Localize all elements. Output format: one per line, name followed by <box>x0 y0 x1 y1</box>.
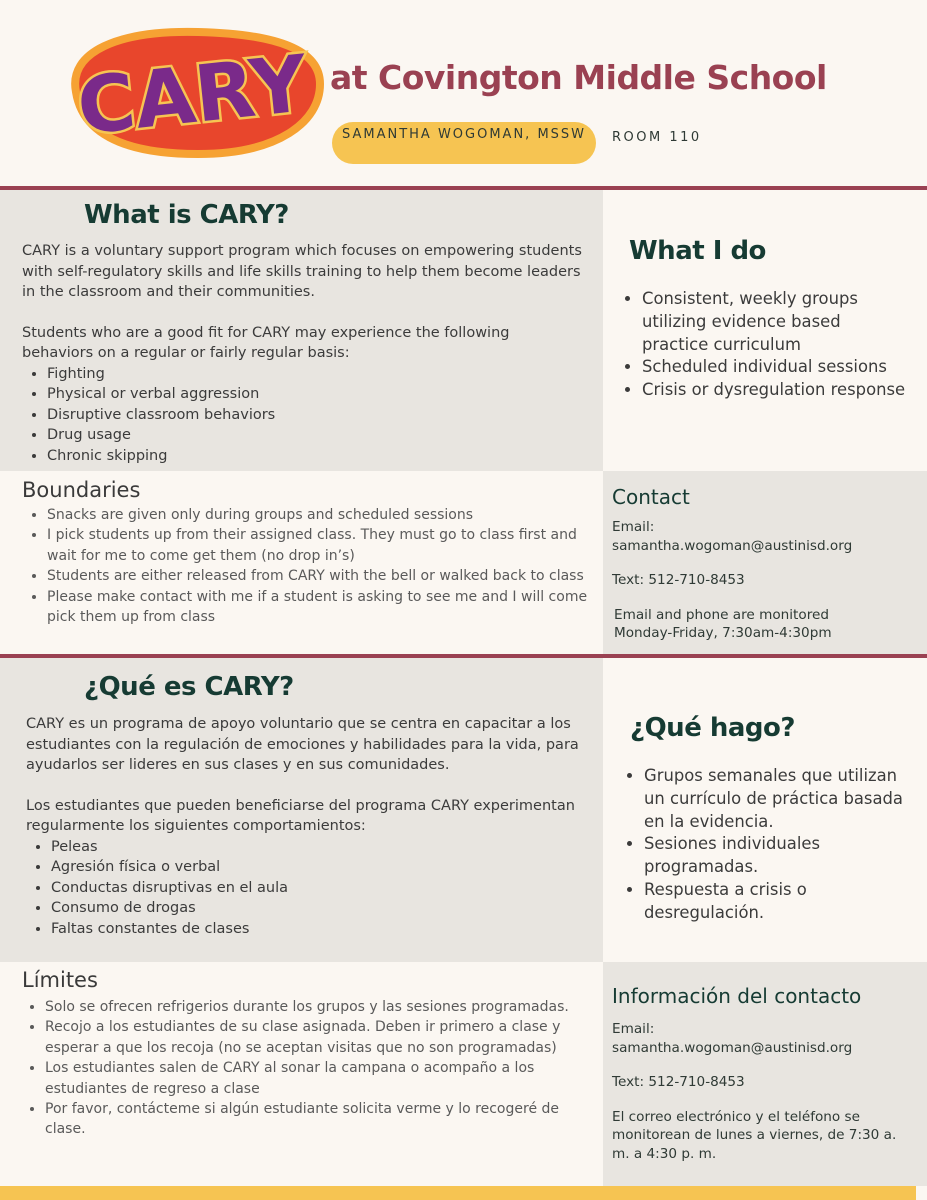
what-i-do-title: What I do <box>629 236 766 266</box>
list-item: • Fighting <box>47 364 582 385</box>
list-item: • Los estudiantes salen de CARY al sonar la campana o acompaño a los estudiantes de regreso a clase <box>45 1058 595 1099</box>
bottom-bar <box>0 1186 916 1200</box>
list-item: • Respuesta a crisis o desregulación. <box>644 879 906 925</box>
what-is-description <box>22 241 582 466</box>
list-item: • Conductas disruptivas en el aula <box>51 878 586 899</box>
list-item: • Consistent, weekly groups utilizing evidence based practice curriculum <box>642 288 907 356</box>
email-label: Email: <box>612 519 655 535</box>
contacto-info <box>612 1020 918 1163</box>
email-address[interactable]: samantha.wogoman@austinisd.org <box>612 537 853 554</box>
list-item: • Drug usage <box>47 425 582 446</box>
list-item: • Recojo a los estudiantes de su clase asignada. Deben ir primero a clase y esperar a que los recoja (no se aceptan visitas que no son programadas) <box>45 1017 595 1058</box>
list-item: • I pick students up from their assigned class. They must go to class first and wait for me to come get them (no drop in’s) <box>47 525 597 566</box>
list-item: • Please make contact with me if a student is asking to see me and I will come pick them up from class <box>47 587 597 628</box>
list-item: • Scheduled individual sessions <box>642 356 907 379</box>
school-title: at Covington Middle School <box>330 58 827 97</box>
logo-text: CARY <box>73 39 312 153</box>
que-hago-title: ¿Qué hago? <box>630 713 795 743</box>
list-item: • Chronic skipping <box>47 446 582 467</box>
list-item: • Students are either released from CARY with the bell or walked back to class <box>47 566 597 586</box>
monitor-hours-2: Monday-Friday, 7:30am-4:30pm <box>614 625 832 641</box>
que-hago-list <box>619 765 906 925</box>
email-label: Email: <box>612 1021 655 1037</box>
list-item: • Solo se ofrecen refrigerios durante los grupos y las sesiones programadas. <box>45 997 595 1017</box>
contact-title: Contact <box>612 485 690 509</box>
list-item: • Consumo de drogas <box>51 898 586 919</box>
monitor-hours: El correo electrónico y el teléfono se monitorean de lunes a viernes, de 7:30 a. m. a 4:30 p. m. <box>612 1108 897 1162</box>
que-es-title: ¿Qué es CARY? <box>84 672 294 702</box>
name-badge: SAMANTHA WOGOMAN, MSSW <box>332 122 596 164</box>
cary-logo <box>58 22 328 162</box>
list-item: • Physical or verbal aggression <box>47 384 582 405</box>
what-is-para2: Students who are a good fit for CARY may experience the following behaviors on a regular or fairly regular basis: <box>22 324 510 361</box>
room-number: ROOM 110 <box>612 130 702 145</box>
boundaries-list <box>22 505 597 627</box>
what-is-title: What is CARY? <box>84 200 289 230</box>
contacto-title: Información del contacto <box>612 984 862 1008</box>
list-item: • Agresión física o verbal <box>51 857 586 878</box>
phone-text[interactable]: Text: 512-710-8453 <box>612 572 745 588</box>
list-item: • Peleas <box>51 837 586 858</box>
monitor-hours-1: Email and phone are monitored <box>614 606 829 623</box>
que-es-description <box>26 714 586 939</box>
list-item: • Crisis or dysregulation response <box>642 379 907 402</box>
contact-info <box>612 518 922 643</box>
list-item: • Snacks are given only during groups and scheduled sessions <box>47 505 597 525</box>
list-item: • Disruptive classroom behaviors <box>47 405 582 426</box>
email-address[interactable]: samantha.wogoman@austinisd.org <box>612 1039 853 1056</box>
que-es-para2: Los estudiantes que pueden beneficiarse del programa CARY experimentan regularmente los siguientes comportamientos: <box>26 797 575 834</box>
boundaries-title: Boundaries <box>22 478 141 502</box>
behavior-list <box>22 364 582 467</box>
list-item: • Faltas constantes de clases <box>51 919 586 940</box>
limites-title: Límites <box>22 968 98 992</box>
list-item: • Por favor, contácteme si algún estudiante solicita verme y lo recogeré de clase. <box>45 1099 595 1140</box>
list-item: • Grupos semanales que utilizan un currículo de práctica basada en la evidencia. <box>644 765 906 833</box>
behavior-list-es <box>26 837 586 940</box>
que-es-para1: CARY es un programa de apoyo voluntario que se centra en capacitar a los estudiantes con la regulación de emociones y habilidades para la vida, para ayudarlos ser lideres en sus clases y en sus comunidades. <box>26 716 579 773</box>
what-is-para1: CARY is a voluntary support program which focuses on empowering students with self-regulatory skills and life skills training to help them become leaders in the classroom and their communities. <box>22 243 582 300</box>
list-item: • Sesiones individuales programadas. <box>644 833 906 879</box>
what-i-do-list <box>617 288 907 402</box>
limites-list <box>20 997 595 1140</box>
phone-text[interactable]: Text: 512-710-8453 <box>612 1074 745 1090</box>
